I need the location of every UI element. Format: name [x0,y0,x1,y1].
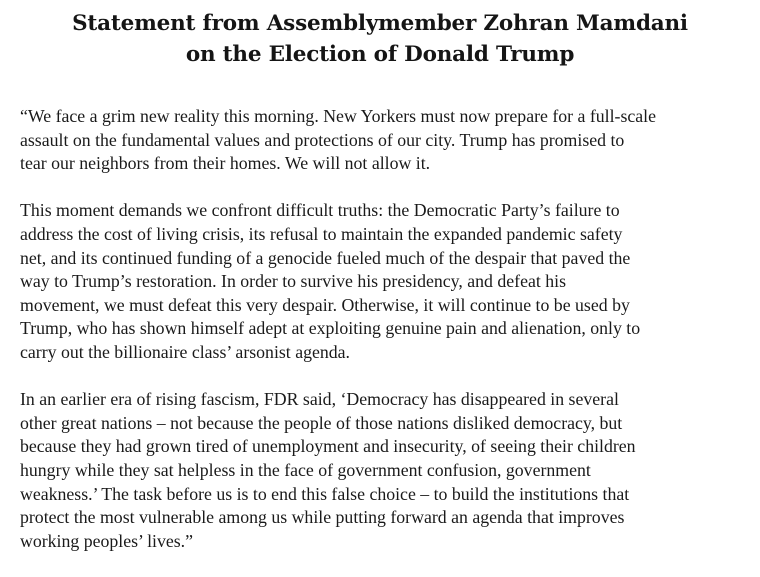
paragraph-line: This moment demands we confront difficult truths: the Democratic Party’s failure to [20,200,620,221]
paragraph-line: movement, we must defeat this very despair. Otherwise, it will continue to be used by [20,294,630,315]
statement-body [20,105,745,577]
paragraph-line: working peoples’ lives.” [20,530,193,551]
paragraph-line: protect the most vulnerable among us while putting forward an agenda that improves [20,507,625,528]
title-line-2: on the Election of Donald Trump [185,42,575,67]
paragraph-1 [20,105,745,176]
paragraph-line: way to Trump’s restoration. In order to survive his presidency, and defeat his [20,271,567,292]
paragraph-line: carry out the billionaire class’ arsonist agenda. [20,341,350,362]
title-line-1: Statement from Assemblymember Zohran Mamdani [72,11,688,36]
paragraph-line: assault on the fundamental values and protections of our city. Trump has promised to [20,129,625,150]
paragraph-line: tear our neighbors from their homes. We will not allow it. [20,153,431,174]
paragraph-line: net, and its continued funding of a genocide fueled much of the despair that paved the [20,247,631,268]
paragraph-line: other great nations – not because the people of those nations disliked democracy, but [20,412,623,433]
paragraph-2 [20,199,745,364]
paragraph-line: hungry while they sat helpless in the face of government confusion, government [20,459,591,480]
paragraph-3 [20,388,745,553]
paragraph-line: In an earlier era of rising fascism, FDR said, ‘Democracy has disappeared in several [20,389,619,410]
paragraph-line: weakness.’ The task before us is to end this false choice – to build the institutions that [20,483,630,504]
paragraph-line: address the cost of living crisis, its refusal to maintain the expanded pandemic safety [20,223,623,244]
paragraph-line: because they had grown tired of unemployment and insecurity, of seeing their children [20,436,636,457]
paragraph-line: Trump, who has shown himself adept at exploiting genuine pain and alienation, only to [20,318,641,339]
statement-title [0,8,760,70]
paragraph-line: “We face a grim new reality this morning. New Yorkers must now prepare for a full-scale [20,106,657,126]
